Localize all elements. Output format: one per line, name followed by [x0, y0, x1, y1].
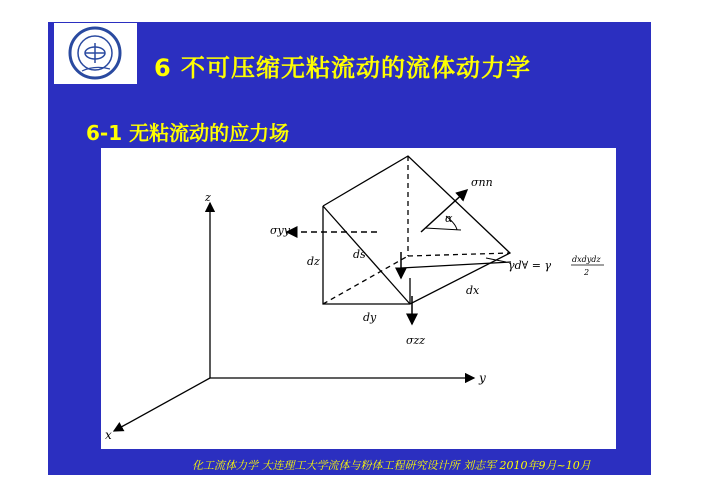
sigma-zz-label: σzz	[406, 334, 426, 347]
sigma-yy-label: σyy	[270, 224, 290, 237]
sigma-nn-label: σnn	[471, 176, 493, 189]
fraction-numerator: dxdydz	[572, 255, 601, 264]
slide-title: 6 不可压缩无粘流动的流体动力学	[154, 54, 532, 82]
stress-diagram	[101, 148, 616, 449]
slide-footer: 化工流体力学 大连理工大学流体与粉体工程研究设计所 刘志军 2010年9月~10月	[192, 459, 591, 472]
weight-formula: γd∀ = γ	[508, 259, 552, 272]
university-seal-icon	[54, 23, 137, 84]
university-logo	[54, 23, 137, 84]
dz-label: dz	[307, 255, 320, 268]
y-axis-label: y	[479, 371, 486, 385]
ds-label: ds	[353, 248, 366, 261]
section-heading: 6-1 无粘流动的应力场	[86, 121, 290, 145]
x-axis-label: x	[105, 428, 112, 442]
alpha-label: α	[445, 212, 453, 225]
dy-label: dy	[363, 311, 377, 324]
z-axis-label: z	[205, 191, 211, 204]
fraction-denominator: 2	[584, 268, 590, 277]
coordinate-axes	[114, 203, 474, 431]
stress-diagram-svg	[101, 148, 616, 449]
dx-label: dx	[466, 284, 480, 297]
